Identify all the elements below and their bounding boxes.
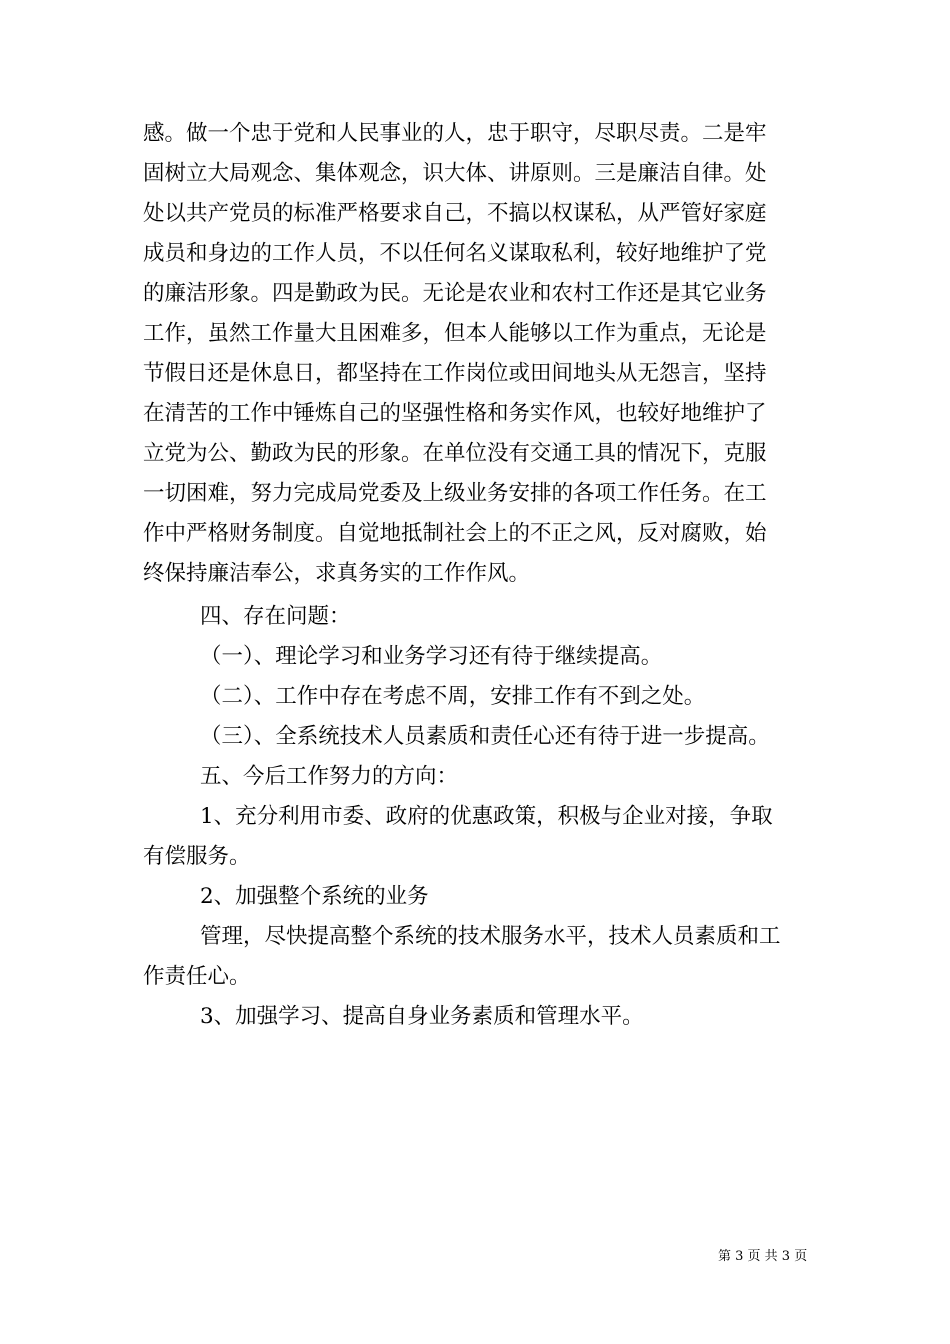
paragraph-line: 的廉洁形象。四是勤政为民。无论是农业和农村工作还是其它业务 <box>143 281 767 306</box>
direction-item-continuation: 管理，尽快提高整个系统的技术服务水平，技术人员素质和工 <box>200 924 781 949</box>
direction-item: 3、加强学习、提高自身业务素质和管理水平。 <box>200 1004 644 1029</box>
paragraph-line: 节假日还是休息日，都坚持在工作岗位或田间地头从无怨言，坚持 <box>143 361 767 386</box>
paragraph-line: 终保持廉洁奉公，求真务实的工作作风。 <box>143 561 531 586</box>
issue-item: （二）、工作中存在考虑不周，安排工作有不到之处。 <box>200 684 706 709</box>
paragraph-line: 一切困难，努力完成局党委及上级业务安排的各项工作任务。在工 <box>143 481 767 506</box>
paragraph-line: 在清苦的工作中锤炼自己的坚强性格和务实作风，也较好地维护了 <box>143 401 767 426</box>
paragraph-line: 成员和身边的工作人员，不以任何名义谋取私利，较好地维护了党 <box>143 241 767 266</box>
paragraph-line: 处以共产党员的标准严格要求自己，不搞以权谋私，从严管好家庭 <box>143 201 767 226</box>
paragraph-line: 作中严格财务制度。自觉地抵制社会上的不正之风，反对腐败，始 <box>143 521 767 546</box>
section-heading-direction: 五、今后工作努力的方向： <box>200 764 459 789</box>
issue-item: （三）、全系统技术人员素质和责任心还有待于进一步提高。 <box>200 724 770 749</box>
section-heading-issues: 四、存在问题： <box>200 604 351 629</box>
direction-item: 1、充分利用市委、政府的优惠政策，积极与企业对接，争取 <box>200 804 773 829</box>
page-number-footer: 第 3 页 共 3 页 <box>718 1249 808 1264</box>
paragraph-line: 固树立大局观念、集体观念，识大体、讲原则。三是廉洁自律。处 <box>143 161 767 186</box>
issue-item: （一）、理论学习和业务学习还有待于继续提高。 <box>200 644 663 669</box>
direction-item-continuation: 作责任心。 <box>143 964 251 989</box>
paragraph-line: 工作，虽然工作量大且困难多，但本人能够以工作为重点，无论是 <box>143 321 767 346</box>
paragraph-line: 感。做一个忠于党和人民事业的人，忠于职守，尽职尽责。二是牢 <box>143 121 767 146</box>
direction-item-continuation: 有偿服务。 <box>143 844 251 869</box>
direction-item: 2、加强整个系统的业务 <box>200 884 429 909</box>
paragraph-line: 立党为公、勤政为民的形象。在单位没有交通工具的情况下，克服 <box>143 441 767 466</box>
